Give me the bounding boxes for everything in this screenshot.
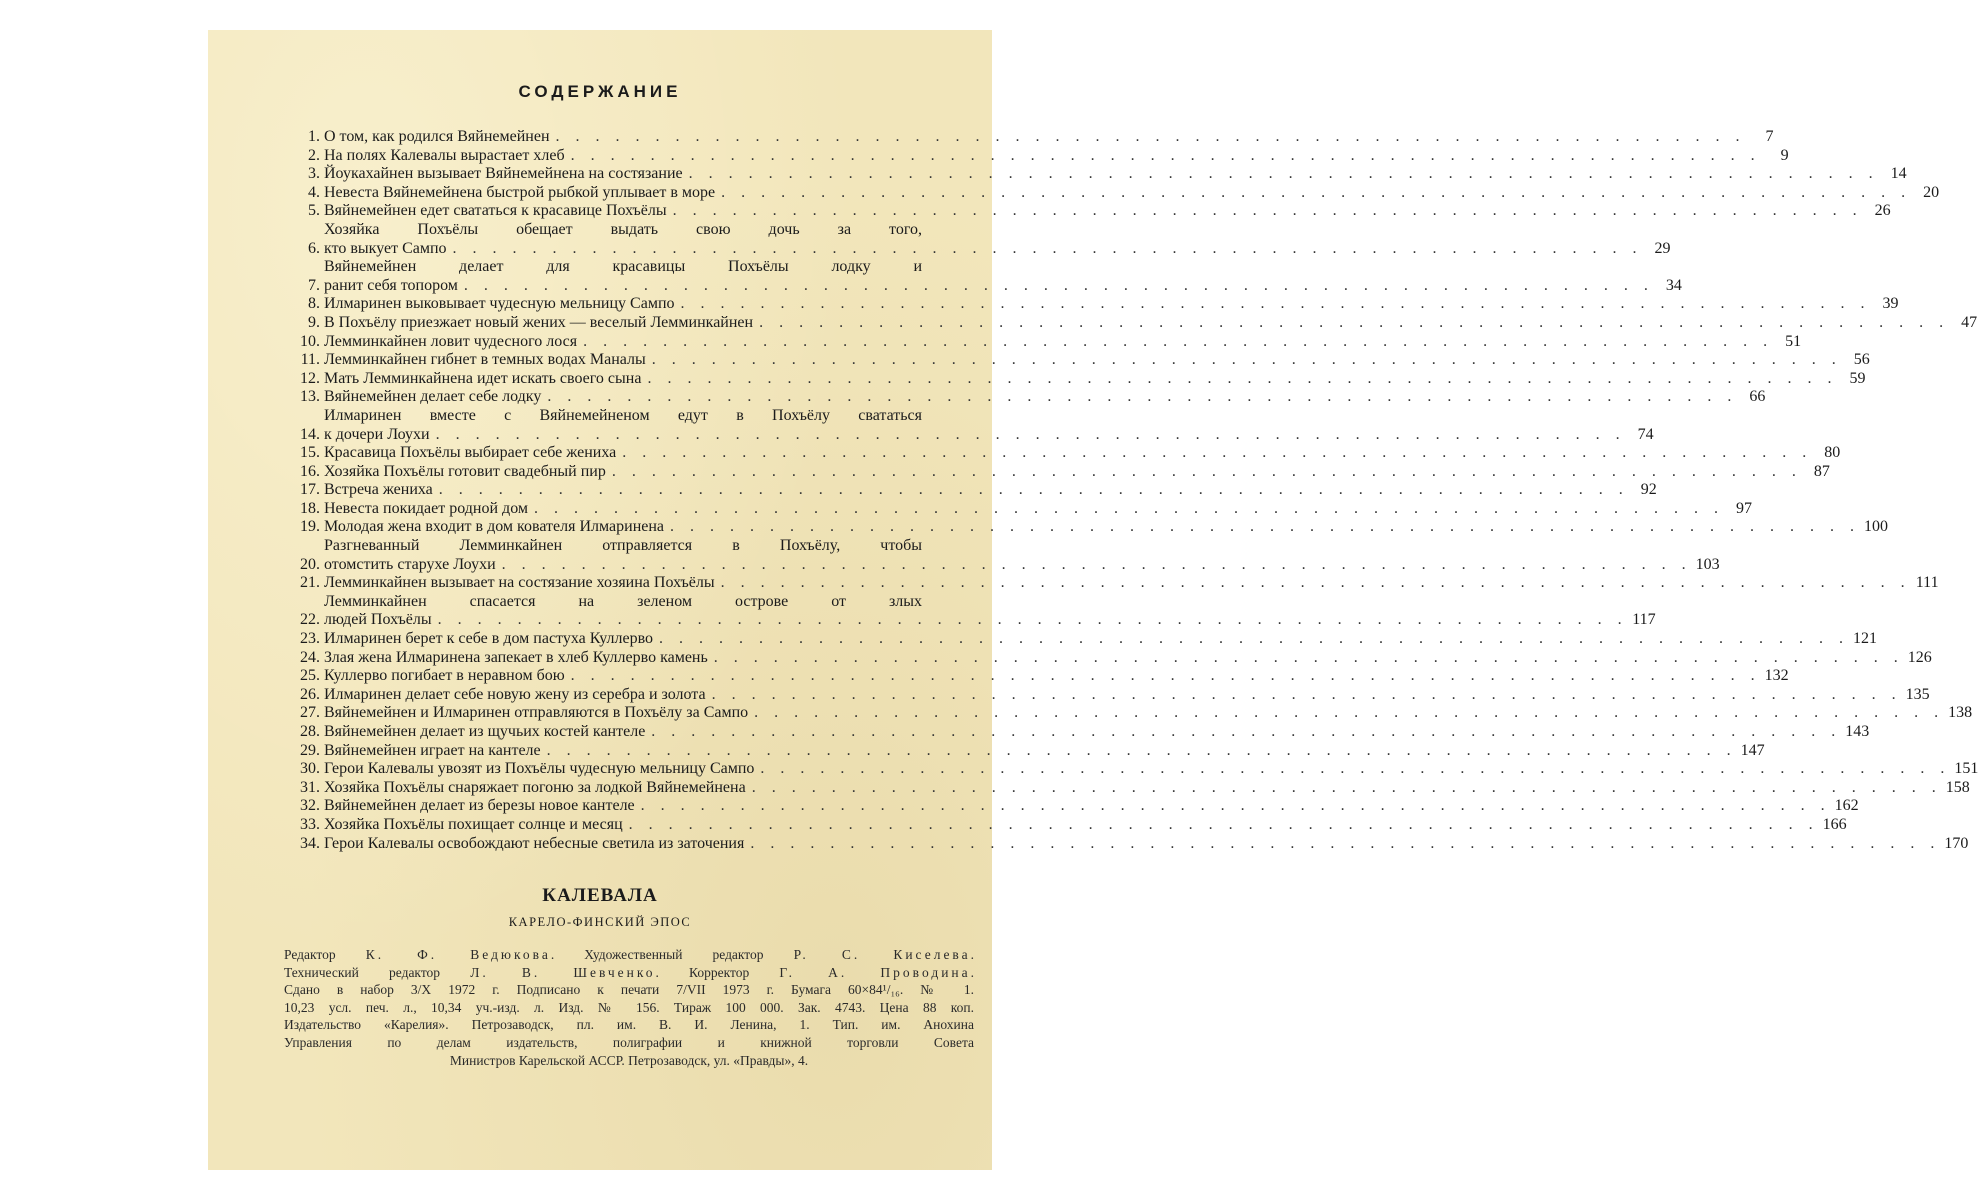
dot-leader: . . . . . . . . . . . . . . . . . . . . . . . . . . . . . . . . . . . . . . . . . . . . . . . . . . . . . . . . . . . . (760, 760, 1951, 778)
imprint-line: 10,23 усл. печ. л., 10,34 уч.-изд. л. Изд. № 156. Тираж 100 000. Зак. 4743. Цена 88 коп. (284, 999, 974, 1015)
dot-leader: . . . . . . . . . . . . . . . . . . . . . . . . . . . . . . . . . . . . . . . . . . . . . . . . . . . . . . . . . . . . (570, 667, 1761, 685)
toc-entry-number: 18. (300, 499, 320, 517)
art-editor-name: Р. С. Киселева (793, 947, 971, 962)
imprint-punct: . (970, 964, 975, 980)
toc-entry-text (324, 648, 1932, 668)
dot-leader: . . . . . . . . . . . . . . . . . . . . . . . . . . . . . . . . . . . . . . . . . . . . . . . . . . . . . . . . . . . . (555, 128, 1746, 145)
toc-page-number: 39 (1882, 295, 1899, 313)
toc-page-number: 162 (1834, 797, 1859, 815)
toc-entry-text (324, 499, 1753, 519)
toc-entry-line: Хозяйка Похъёлы похищает солнце и месяц (324, 815, 623, 833)
imprint-label: . Корректор (655, 964, 780, 980)
toc-entry-number: 15. (300, 444, 320, 462)
editor-name: К. Ф. Ведюкова (365, 947, 551, 962)
toc-entry-number: 4. (308, 183, 320, 201)
toc-entry-line: Встреча жениха (324, 481, 433, 499)
dot-leader: . . . . . . . . . . . . . . . . . . . . . . . . . . . . . . . . . . . . . . . . . . . . . . . . . . . . . . . . . . . . (547, 388, 1738, 406)
dot-leader: . . . . . . . . . . . . . . . . . . . . . . . . . . . . . . . . . . . . . . . . . . . . . . . . . . . . . . . . . . . . (570, 146, 1761, 164)
toc-entry-text (324, 183, 1940, 203)
dot-leader: . . . . . . . . . . . . . . . . . . . . . . . . . . . . . . . . . . . . . . . . . . . . . . . . . . . . . . . . . . . . (583, 332, 1774, 350)
toc-page-number: 117 (1632, 611, 1656, 629)
dot-leader: . . . . . . . . . . . . . . . . . . . . . . . . . . . . . . . . . . . . . . . . . . . . . . . . . . . . . . . . . . . . (546, 741, 1737, 759)
toc-entry-number: 12. (300, 369, 320, 387)
toc-entry-line: В Похъёлу приезжает новый жених — веселый Лемминкайнен (324, 313, 754, 331)
dot-leader: . . . . . . . . . . . . . . . . . . . . . . . . . . . . . . . . . . . . . . . . . . . . . . . . . . . . . . . . . . . . (622, 444, 1813, 462)
book-title: КАЛЕВАЛА (542, 885, 658, 906)
toc-entry (290, 146, 1789, 166)
dot-leader: . . . . . . . . . . . . . . . . . . . . . . . . . . . . . . . . . . . . . . . . . . . . . . . . . . . . . . . . . . . . (670, 518, 1861, 536)
toc-entry-text (324, 146, 1789, 166)
dot-leader: . . . . . . . . . . . . . . . . . . . . . . . . . . . . . . . . . . . . . . . . . . . . . . . . . . . . . . . . . . . . (672, 202, 1863, 220)
toc-entry-line: Вяйнемейнен играет на кантеле (324, 741, 541, 759)
toc-entry (290, 444, 1841, 463)
toc-entry (290, 760, 1978, 779)
toc-entry-line: Красавица Похъёлы выбирает себе жениха (324, 444, 617, 462)
toc-page-number: 103 (1695, 555, 1720, 573)
toc-entry-number: 7. (308, 276, 320, 294)
toc-entry-text (324, 667, 1789, 686)
toc-entry-line: Хозяйка Похъёлы обещает выдать свою дочь за того, (324, 220, 922, 238)
toc-entry (290, 128, 1774, 147)
toc-page-number: 92 (1640, 481, 1657, 499)
toc-entry (290, 741, 1765, 761)
imprint-line: Министров Карельской АССР. Петрозаводск, ул. «Правды», 4. (449, 1052, 809, 1068)
toc-entry-line: Молодая жена входит в дом кователя Илмаринена (324, 518, 665, 536)
book-page (208, 30, 1978, 1170)
toc-entry-number: 11. (300, 351, 320, 369)
dot-leader: . . . . . . . . . . . . . . . . . . . . . . . . . . . . . . . . . . . . . . . . . . . . . . . . . . . . . . . . . . . . (651, 351, 1842, 369)
dot-leader: . . . . . . . . . . . . . . . . . . . . . . . . . . . . . . . . . . . . . . . . . . . . . . . . . . . . . . . . . . . . (759, 313, 1950, 331)
toc-entry (290, 369, 1866, 389)
toc-entry-text (324, 165, 1907, 184)
toc-entry (290, 685, 1930, 705)
toc-entry-text (324, 295, 1899, 314)
imprint-label: . Художественный редактор (550, 947, 794, 962)
toc-page-number: 9 (1780, 146, 1789, 164)
tech-editor-name: Л. В. Шевченко (470, 964, 656, 980)
toc-entry-number: 3. (308, 165, 320, 183)
toc-entry-line: Илмаринен вместе с Вяйнемейненом едут в Похъёлу свататься (324, 406, 922, 424)
toc-entry-number: 5. (308, 202, 320, 220)
toc-entry-text (324, 369, 1866, 389)
toc-page-number: 59 (1849, 369, 1866, 387)
toc-entry-number: 13. (300, 388, 320, 406)
toc-entry-text (324, 462, 1830, 482)
toc-entry-text (324, 574, 1939, 593)
toc-entry-number: 8. (308, 295, 320, 313)
toc-entry (290, 537, 1720, 574)
toc-page-number: 7 (1765, 128, 1774, 145)
toc-entry-text (324, 332, 1802, 352)
toc-entry-line: На полях Калевалы вырастает хлеб (324, 146, 565, 164)
dot-leader: . . . . . . . . . . . . . . . . . . . . . . . . . . . . . . . . . . . . . . . . . . . . . . . . . . . . . . . . . . . . (754, 704, 1945, 722)
toc-entry (290, 648, 1932, 668)
toc-entry (290, 332, 1802, 352)
toc-entry-number: 33. (300, 815, 320, 833)
toc-entry-text (324, 128, 1774, 147)
imprint-line: Издательство «Карелия». Петрозаводск, пл. им. В. И. Ленина, 1. Тип. им. Анохина (284, 1017, 974, 1033)
toc-page-number: 66 (1749, 388, 1766, 406)
toc-entry-line: Лемминкайнен вызывает на состязание хозяина Похъёлы (324, 574, 715, 592)
toc-entry-text (324, 406, 1654, 444)
toc-page-number: 34 (1665, 276, 1682, 294)
toc-entry-text (324, 741, 1765, 761)
toc-entry-line: Вяйнемейнен делает из березы новое кантеле (324, 797, 635, 815)
toc-entry-line: Йоукахайнен вызывает Вяйнемейнена на состязание (324, 165, 683, 183)
toc-entry-line: Илмаринен берет к себе в дом пастуха Куллерво (324, 630, 654, 648)
toc-page-number: 29 (1654, 239, 1671, 257)
toc-entry (290, 797, 1859, 816)
toc-page-number: 138 (1948, 704, 1973, 722)
toc-entry-number: 10. (300, 332, 320, 350)
toc-entry-number: 26. (300, 685, 320, 703)
toc-entry-text (324, 518, 1889, 537)
toc-entry-line: О том, как родился Вяйнемейнен (324, 128, 550, 145)
toc-entry-number: 2. (308, 146, 320, 164)
dot-leader: . . . . . . . . . . . . . . . . . . . . . . . . . . . . . . . . . . . . . . . . . . . . . . . . . . . . . . . . . . . . (680, 295, 1871, 313)
toc-entry-line: Разгневанный Лемминкайнен отправляется в Похъёлу, чтобы (324, 537, 922, 555)
toc-entry-number: 31. (300, 778, 320, 796)
toc-entry-line: Злая жена Илмаринена запекает в хлеб Куллерво камень (324, 648, 708, 666)
toc-page-number: 97 (1736, 499, 1753, 517)
imprint-line (284, 964, 974, 982)
toc-entry-line: Лемминкайнен ловит чудесного лося (324, 332, 578, 350)
toc-entry (290, 630, 1878, 649)
toc-entry (290, 388, 1766, 407)
page-title: СОДЕРЖАНИЕ (518, 82, 682, 101)
imprint-punct: . (970, 947, 974, 962)
toc-page-number: 132 (1764, 667, 1789, 685)
toc-page-number: 126 (1907, 648, 1932, 666)
toc-entry-line: Хозяйка Похъёлы снаряжает погоню за лодкой Вяйнемейнена (324, 778, 746, 796)
imprint-label: Технический редактор (284, 964, 471, 980)
dot-leader: . . . . . . . . . . . . . . . . . . . . . . . . . . . . . . . . . . . . . . . . . . . . . . . . . . . . . . . . . . . . (651, 723, 1842, 740)
toc-entry-text (324, 834, 1969, 854)
toc-entry (290, 165, 1907, 184)
toc-entry-text (324, 258, 1682, 295)
toc-entry (290, 815, 1847, 835)
toc-entry-number: 20. (300, 555, 320, 573)
toc-entry-line: Герои Калевалы освобождают небесные светила из заточения (324, 834, 745, 852)
toc-entry-line: Вяйнемейнен делает себе лодку (324, 388, 542, 406)
toc-entry-line: людей Похъёлы (324, 611, 432, 629)
toc-entry-number: 28. (300, 723, 320, 740)
toc-entry-number: 25. (300, 667, 320, 685)
toc-entry-text (324, 481, 1657, 500)
toc-page-number: 26 (1874, 202, 1891, 220)
dot-leader: . . . . . . . . . . . . . . . . . . . . . . . . . . . . . . . . . . . . . . . . . . . . . . . . . . . . . . . . . . . . (720, 574, 1911, 592)
toc-entry-number: 32. (300, 797, 320, 815)
dot-leader: . . . . . . . . . . . . . . . . . . . . . . . . . . . . . . . . . . . . . . . . . . . . . . . . . . . . . . . . . . . . (688, 165, 1879, 183)
toc-entry-line: Лемминкайнен гибнет в темных водах Маналы (324, 351, 646, 369)
imprint-label: Редактор (284, 947, 366, 962)
toc-entry-number: 17. (300, 481, 320, 499)
toc-entry-number: 27. (300, 704, 320, 722)
toc-entry-line: Илмаринен делает себе новую жену из серебра и золота (324, 685, 706, 703)
dot-leader: . . . . . . . . . . . . . . . . . . . . . . . . . . . . . . . . . . . . . . . . . . . . . . . . . . . . . . . . . . . . (647, 369, 1838, 387)
toc-entry-number: 19. (300, 518, 320, 536)
toc-entry-text (324, 444, 1841, 463)
imprint-line: Сдано в набор 3/X 1972 г. Подписано к печати 7/VII 1973 г. Бумага 60×84¹/₁₆. № 1. (284, 982, 974, 998)
toc-entry-text (324, 388, 1766, 407)
dot-leader: . . . . . . . . . . . . . . . . . . . . . . . . . . . . . . . . . . . . . . . . . . . . . . . . . . . . . . . . . . . . (711, 685, 1902, 703)
toc-entry-text (324, 202, 1891, 221)
toc-entry-text (324, 778, 1970, 798)
toc-entry (290, 406, 1654, 444)
toc-entry (290, 351, 1870, 370)
dot-leader: . . . . . . . . . . . . . . . . . . . . . . . . . . . . . . . . . . . . . . . . . . . . . . . . . . . . . . . . . . . . (611, 462, 1802, 480)
toc-entry-number: 14. (300, 425, 320, 443)
toc-page-number: 143 (1845, 723, 1870, 740)
toc-page-number: 166 (1822, 815, 1847, 833)
toc-entry (290, 202, 1891, 221)
toc-entry-number: 29. (300, 741, 320, 759)
toc-entry-text (324, 797, 1859, 816)
toc-page-number: 151 (1954, 760, 1978, 778)
toc-page-number: 74 (1637, 425, 1654, 443)
toc-entry-line: Герои Калевалы увозят из Похъёлы чудесную мельницу Сампо (324, 760, 755, 778)
dot-leader: . . . . . . . . . . . . . . . . . . . . . . . . . . . . . . . . . . . . . . . . . . . . . . . . . . . . . . . . . . . . (721, 183, 1912, 201)
toc-entry-line: ранит себя топором (324, 276, 458, 294)
toc-entry-text (324, 815, 1847, 835)
toc-entry (290, 183, 1940, 203)
toc-entry (290, 592, 1656, 630)
dot-leader: . . . . . . . . . . . . . . . . . . . . . . . . . . . . . . . . . . . . . . . . . . . . . . . . . . . . . . . . . . . . (437, 611, 1628, 629)
toc-page-number: 100 (1864, 518, 1889, 536)
toc-entry-number: 34. (300, 834, 320, 852)
toc-entry-number: 24. (300, 648, 320, 666)
toc-entry-number: 6. (308, 239, 320, 257)
toc-entry-line: кто выкует Сампо (324, 239, 447, 257)
toc-entry (290, 518, 1889, 537)
dot-leader: . . . . . . . . . . . . . . . . . . . . . . . . . . . . . . . . . . . . . . . . . . . . . . . . . . . . . . . . . . . . (640, 797, 1831, 815)
toc-entry (290, 295, 1899, 314)
toc-entry-line: Вяйнемейнен и Илмаринен отправляются в Похъёлу за Сампо (324, 704, 749, 722)
toc-entry-text (324, 760, 1978, 779)
dot-leader: . . . . . . . . . . . . . . . . . . . . . . . . . . . . . . . . . . . . . . . . . . . . . . . . . . . . . . . . . . . . (534, 499, 1725, 517)
toc-entry-line: Мать Лемминкайнена идет искать своего сына (324, 369, 642, 387)
dot-leader: . . . . . . . . . . . . . . . . . . . . . . . . . . . . . . . . . . . . . . . . . . . . . . . . . . . . . . . . . . . . (750, 834, 1941, 852)
toc-entry-text (324, 592, 1656, 630)
toc-entry-text (324, 537, 1720, 574)
toc-entry-text (324, 685, 1930, 705)
dot-leader: . . . . . . . . . . . . . . . . . . . . . . . . . . . . . . . . . . . . . . . . . . . . . . . . . . . . . . . . . . . . (501, 555, 1692, 573)
toc-page-number: 135 (1905, 685, 1930, 703)
toc-entry-line: Хозяйка Похъёлы готовит свадебный пир (324, 462, 606, 480)
toc-entry-number: 30. (300, 760, 320, 778)
toc-entry-line: отомстить старухе Лоухи (324, 555, 496, 573)
toc-entry-line: Невеста Вяйнемейнена быстрой рыбкой уплывает в море (324, 183, 716, 201)
toc-page-number: 47 (1961, 313, 1978, 331)
toc-entry (290, 704, 1973, 723)
imprint-line (284, 946, 974, 964)
toc-entry-line: Куллерво погибает в неравном бою (324, 667, 565, 685)
toc-page-number: 147 (1740, 741, 1765, 759)
dot-leader: . . . . . . . . . . . . . . . . . . . . . . . . . . . . . . . . . . . . . . . . . . . . . . . . . . . . . . . . . . . . (659, 630, 1850, 648)
dot-leader: . . . . . . . . . . . . . . . . . . . . . . . . . . . . . . . . . . . . . . . . . . . . . . . . . . . . . . . . . . . . (435, 425, 1626, 443)
toc-entry-number: 16. (300, 462, 320, 480)
toc-entry (290, 574, 1939, 593)
toc-entry-text (324, 723, 1870, 742)
toc-entry (290, 481, 1657, 500)
dot-leader: . . . . . . . . . . . . . . . . . . . . . . . . . . . . . . . . . . . . . . . . . . . . . . . . . . . . . . . . . . . . (628, 815, 1819, 833)
imprint-line: Управления по делам издательств, полиграфии и книжной торговли Совета (284, 1034, 974, 1050)
imprint (284, 946, 974, 1069)
toc-entry (290, 462, 1830, 482)
toc-entry-line: Невеста покидает родной дом (324, 499, 529, 517)
toc-entry (290, 834, 1969, 854)
toc-entry-number: 23. (300, 630, 320, 648)
toc-entry-text (324, 313, 1978, 333)
toc-page-number: 56 (1853, 351, 1870, 369)
proofreader-name: Г. А. Проводина (779, 964, 971, 980)
toc-entry-line: Лемминкайнен спасается на зеленом острове от злых (324, 592, 922, 610)
dot-leader: . . . . . . . . . . . . . . . . . . . . . . . . . . . . . . . . . . . . . . . . . . . . . . . . . . . . . . . . . . . . (452, 239, 1643, 257)
toc-entry-line: Вяйнемейнен делает для красавицы Похъёлы лодку и (324, 258, 922, 276)
toc-page-number: 170 (1944, 834, 1969, 852)
toc-entry-text (324, 704, 1973, 723)
toc-entry-number: 21. (300, 574, 320, 592)
toc-entry-line: Вяйнемейнен делает из щучьих костей кантеле (324, 723, 646, 740)
toc-entry-number: 9. (308, 313, 320, 331)
dot-leader: . . . . . . . . . . . . . . . . . . . . . . . . . . . . . . . . . . . . . . . . . . . . . . . . . . . . . . . . . . . . (438, 481, 1629, 499)
toc-entry (290, 778, 1970, 798)
toc-entry-line: к дочери Лоухи (324, 425, 430, 443)
dot-leader: . . . . . . . . . . . . . . . . . . . . . . . . . . . . . . . . . . . . . . . . . . . . . . . . . . . . . . . . . . . . (463, 276, 1654, 294)
toc-entry (290, 220, 1671, 258)
toc-page-number: 20 (1923, 183, 1940, 201)
toc-entry-line: Вяйнемейнен едет свататься к красавице Похъёлы (324, 202, 667, 220)
dot-leader: . . . . . . . . . . . . . . . . . . . . . . . . . . . . . . . . . . . . . . . . . . . . . . . . . . . . . . . . . . . . (713, 648, 1904, 666)
toc-entry-number: 1. (308, 128, 320, 145)
dot-leader: . . . . . . . . . . . . . . . . . . . . . . . . . . . . . . . . . . . . . . . . . . . . . . . . . . . . . . . . . . . . (751, 778, 1942, 796)
toc-entry (290, 723, 1870, 742)
toc-page-number: 158 (1945, 778, 1970, 796)
toc-page-number: 121 (1853, 630, 1878, 648)
toc-entry-text (324, 351, 1870, 370)
toc-page-number: 14 (1890, 165, 1907, 183)
toc-page-number: 80 (1824, 444, 1841, 462)
table-of-contents (290, 128, 1978, 853)
toc-entry-text (324, 220, 1671, 258)
toc-page-number: 87 (1813, 462, 1830, 480)
toc-page-number: 111 (1915, 574, 1939, 592)
toc-entry-text (324, 630, 1878, 649)
toc-entry (290, 667, 1789, 686)
toc-entry (290, 499, 1753, 519)
book-subtitle: КАРЕЛО-ФИНСКИЙ ЭПОС (508, 915, 692, 929)
toc-page-number: 51 (1785, 332, 1802, 350)
toc-entry (290, 313, 1978, 333)
toc-entry (290, 258, 1682, 295)
toc-entry-line: Илмаринен выковывает чудесную мельницу Сампо (324, 295, 675, 313)
toc-entry-number: 22. (300, 611, 320, 629)
